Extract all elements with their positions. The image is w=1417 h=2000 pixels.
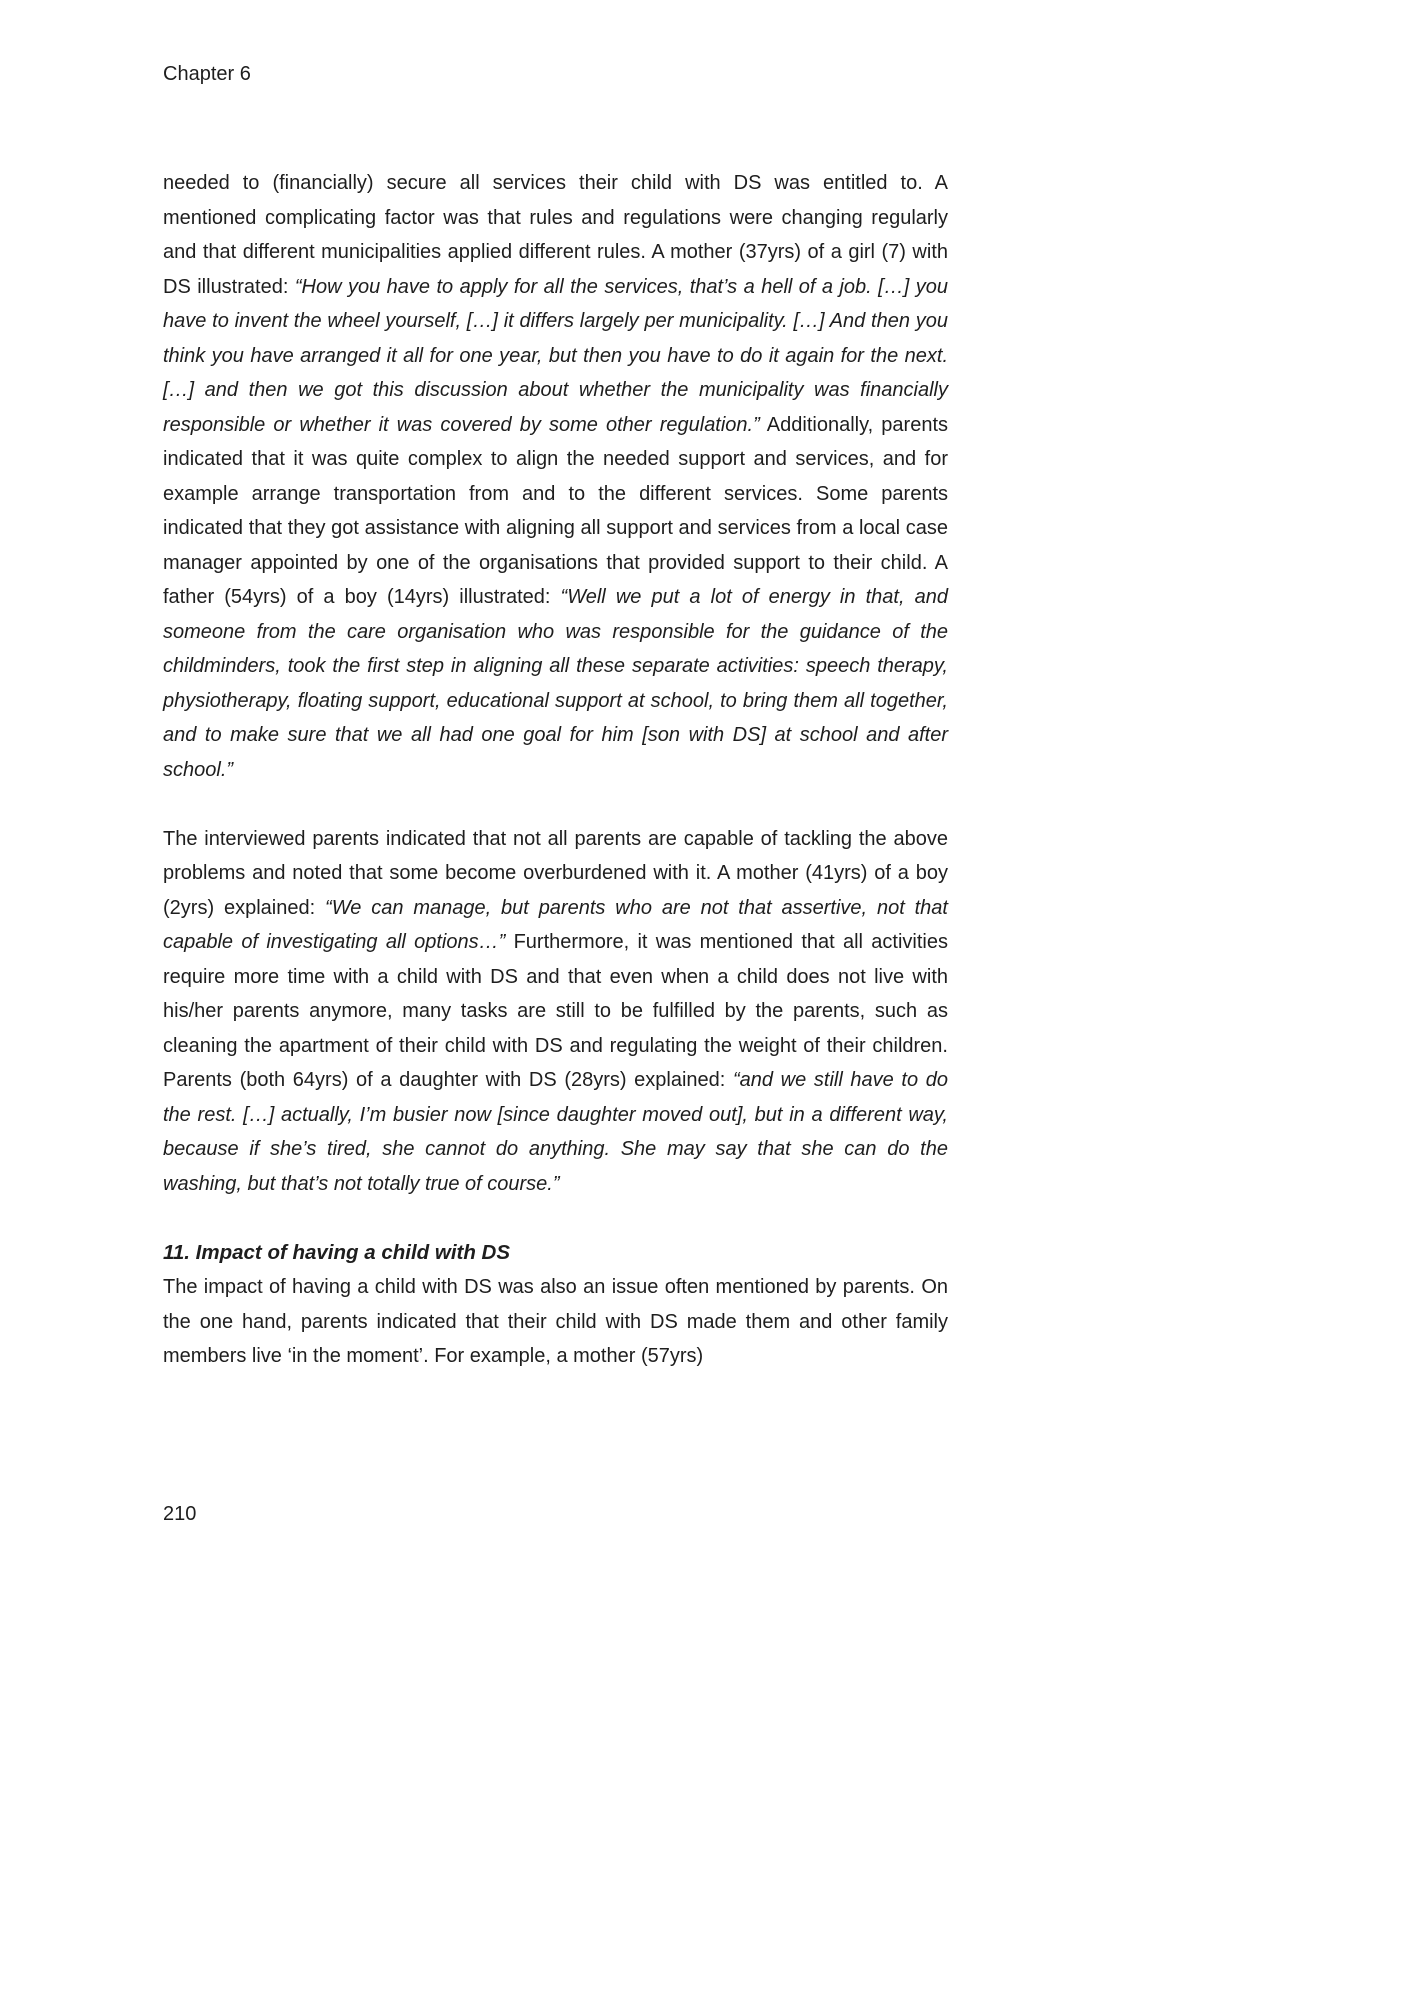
paragraph-services-coordination bbox=[163, 166, 948, 787]
text-segment: Furthermore, it was mentioned that all activities require more time with a child with DS and that even when a child does not live with his/her parents anymore, many tasks are still to be fulfilled by the parents, such as cleaning the apartment of their child with DS and regulating the weight of their children. Parents (both 64yrs) of a daughter with DS (28yrs) explained: bbox=[163, 931, 948, 1091]
text-segment-quote: “and we still have to do the rest. […] actually, I’m busier now [since daughter moved out], but in a different way, because if she’s tired, she cannot do anything. She may say that she can do the washing, but that’s not totally true of course.” bbox=[163, 1069, 948, 1195]
text-segment: The interviewed parents indicated that not all parents are capable of tackling the above problems and noted that some become overburdened with it. A mother (41yrs) of a boy (2yrs) explained: bbox=[163, 827, 948, 919]
text-segment-quote: “We can manage, but parents who are not that assertive, not that capable of investigating all options…” bbox=[163, 896, 948, 953]
text-segment-quote: “Well we put a lot of energy in that, and someone from the care organisation who was responsible for the guidance of the childminders, took the first step in aligning all these separate activities: speech therapy, physiotherapy, floating support, educational support at school, to bring them all together, and to make sure that we all had one goal for him [son with DS] at school and after school.” bbox=[163, 586, 948, 781]
text-segment: Additionally, parents indicated that it was quite complex to align the needed support and services, and for example arrange transportation from and to the different services. Some parents indicated that they got assistance with aligning all support and services from a local case manager appointed by one of the organisations that provided support to their child. A father (54yrs) of a boy (14yrs) illustrated: bbox=[163, 413, 949, 608]
text-segment: The impact of having a child with DS was also an issue often mentioned by parents. On the one hand, parents indicated that their child with DS made them and other family members live ‘in the moment’. For example, a mother (57yrs) bbox=[163, 1276, 948, 1367]
paragraph-parental-burden bbox=[163, 822, 948, 1202]
page-number: 210 bbox=[163, 1503, 197, 1525]
text-segment: needed to (financially) secure all services their child with DS was entitled to. A mentioned complicating factor was that rules and regulations were changing regularly and that different municipalities applied different rules. A mother (37yrs) of a girl (7) with DS illustrated: bbox=[163, 172, 948, 298]
section-heading-impact: 11. Impact of having a child with DS bbox=[163, 1240, 511, 1264]
text-segment-quote: “How you have to apply for all the services, that’s a hell of a job. […] you have to invent the wheel yourself, […] it differs largely per municipality. […] And then you think you have arranged it all for one year, but then you have to do it again for the next. […] and then we got this discussion about whether the municipality was financially responsible or whether it was covered by some other regulation.” bbox=[163, 275, 948, 436]
paragraph-impact-intro bbox=[163, 1270, 948, 1374]
running-header-chapter: Chapter 6 bbox=[163, 63, 251, 85]
body-text bbox=[163, 166, 948, 1374]
